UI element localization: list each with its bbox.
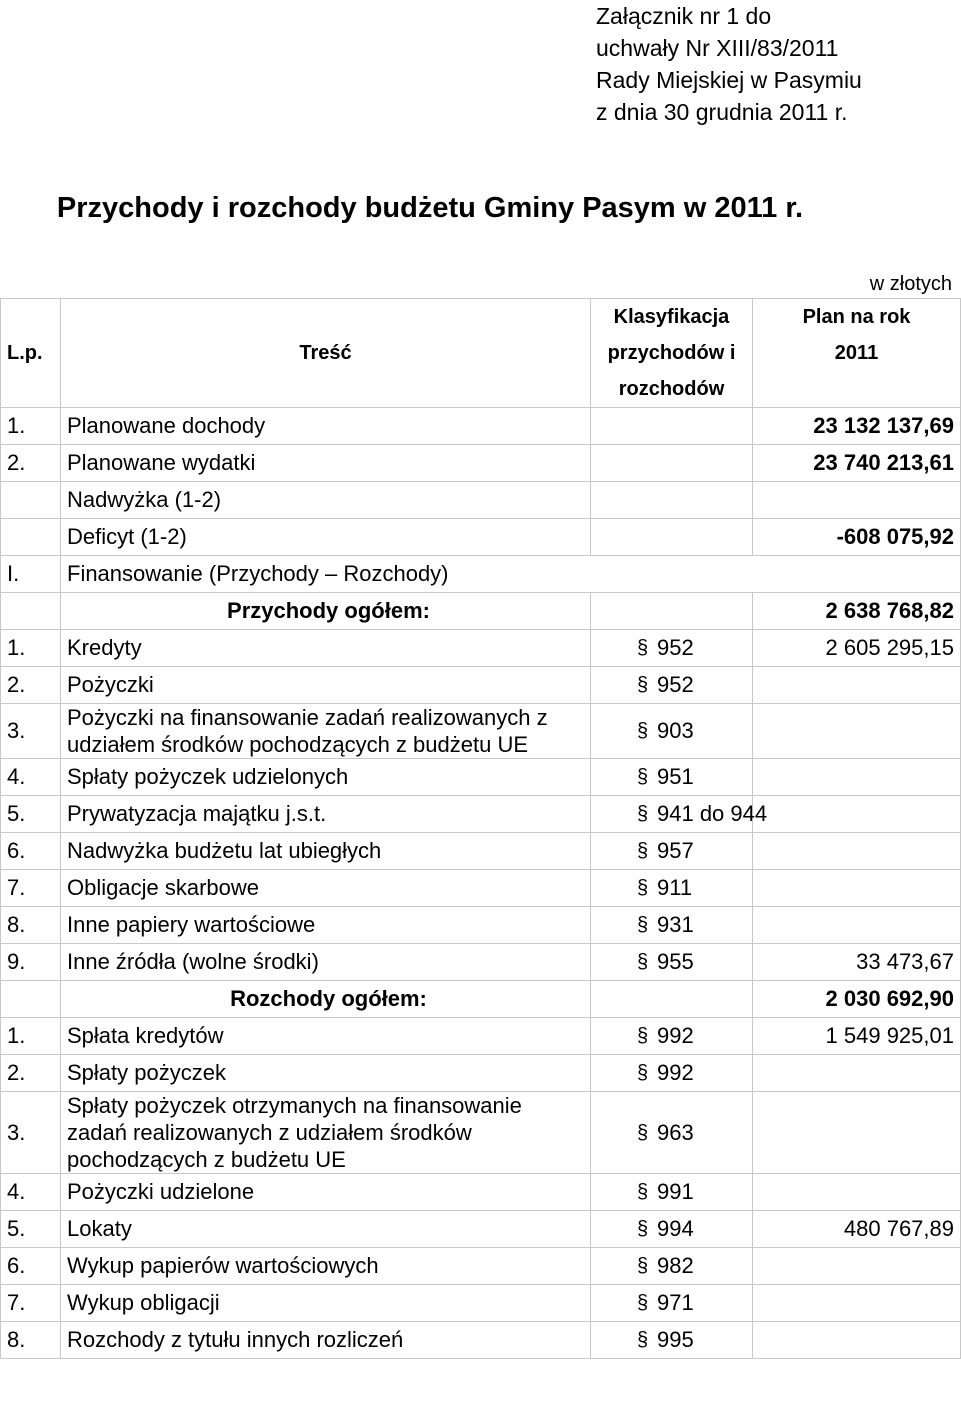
row-label: Pożyczki xyxy=(61,667,591,704)
attachment-line: uchwały Nr XIII/83/2011 xyxy=(596,35,839,61)
paragraph-mark-icon: § xyxy=(637,1292,649,1314)
paragraph-mark-icon: § xyxy=(637,1255,649,1277)
row-label: Prywatyzacja majątku j.s.t. xyxy=(61,796,591,833)
row-label: Wykup obligacji xyxy=(61,1285,591,1322)
paragraph-mark-icon: § xyxy=(637,1062,649,1084)
row-lp: 3. xyxy=(1,1092,61,1174)
paragraph-mark-icon: § xyxy=(637,1025,649,1047)
table-row xyxy=(1,796,961,833)
header-plan xyxy=(753,299,961,408)
row-label: Planowane dochody xyxy=(61,408,591,445)
row-value xyxy=(753,1055,961,1092)
row-code: 955 xyxy=(657,949,694,974)
row-lp: 1. xyxy=(1,408,61,445)
row-label: Wykup papierów wartościowych xyxy=(61,1248,591,1285)
row-label: Pożyczki udzielone xyxy=(61,1174,591,1211)
row-code-cell xyxy=(591,667,753,704)
row-value xyxy=(753,1092,961,1174)
row-label: Deficyt (1-2) xyxy=(61,519,591,556)
row-code-cell xyxy=(591,870,753,907)
row-lp: 3. xyxy=(1,704,61,759)
row-code: 951 xyxy=(657,764,694,789)
row-value xyxy=(753,667,961,704)
row-code-cell xyxy=(591,1211,753,1248)
paragraph-mark-icon: § xyxy=(637,877,649,899)
row-label: Obligacje skarbowe xyxy=(61,870,591,907)
table-row xyxy=(1,630,961,667)
row-label: Rozchody z tytułu innych rozliczeń xyxy=(61,1322,591,1359)
table-row xyxy=(1,1248,961,1285)
table-row xyxy=(1,1092,961,1174)
row-code-cell xyxy=(591,1018,753,1055)
row-label: Inne papiery wartościowe xyxy=(61,907,591,944)
table-row xyxy=(1,1055,961,1092)
row-lp: 8. xyxy=(1,1322,61,1359)
paragraph-mark-icon: § xyxy=(637,766,649,788)
header-klasyfikacja xyxy=(591,299,753,408)
row-code-cell xyxy=(591,1174,753,1211)
row-code: 957 xyxy=(657,838,694,863)
attachment-note xyxy=(596,0,862,128)
row-code xyxy=(591,593,753,630)
przychody-total-label: Przychody ogółem: xyxy=(61,593,591,630)
table-row xyxy=(1,870,961,907)
row-code: 991 xyxy=(657,1179,694,1204)
row-lp: 2. xyxy=(1,1055,61,1092)
row-code: 971 xyxy=(657,1290,694,1315)
row-code xyxy=(591,519,753,556)
row-label: Lokaty xyxy=(61,1211,591,1248)
row-value: 480 767,89 xyxy=(753,1211,961,1248)
row-code: 911 xyxy=(657,875,693,900)
table-row xyxy=(1,1018,961,1055)
total-row xyxy=(1,981,961,1018)
paragraph-mark-icon: § xyxy=(637,720,649,742)
row-lp: 5. xyxy=(1,796,61,833)
row-code xyxy=(591,981,753,1018)
row-label: Inne źródła (wolne środki) xyxy=(61,944,591,981)
row-value: -608 075,92 xyxy=(753,519,961,556)
table-row xyxy=(1,704,961,759)
attachment-line: Rady Miejskiej w Pasymiu xyxy=(596,67,862,93)
row-value xyxy=(753,759,961,796)
row-code: 982 xyxy=(657,1253,694,1278)
row-label: Planowane wydatki xyxy=(61,445,591,482)
row-lp: 7. xyxy=(1,870,61,907)
paragraph-mark-icon: § xyxy=(637,1218,649,1240)
paragraph-mark-icon: § xyxy=(637,1121,649,1144)
row-label: Spłaty pożyczek xyxy=(61,1055,591,1092)
header-klas-line: przychodów i xyxy=(607,342,736,364)
header-plan-line: 2011 xyxy=(834,342,879,364)
row-value xyxy=(753,1174,961,1211)
summary-row xyxy=(1,482,961,519)
row-lp xyxy=(1,482,61,519)
attachment-line: Załącznik nr 1 do xyxy=(596,3,772,29)
row-code-cell xyxy=(591,1055,753,1092)
row-value xyxy=(753,833,961,870)
row-value xyxy=(753,704,961,759)
row-lp: 1. xyxy=(1,1018,61,1055)
table-row xyxy=(1,944,961,981)
row-lp: 7. xyxy=(1,1285,61,1322)
row-label: Nadwyżka budżetu lat ubiegłych xyxy=(61,833,591,870)
summary-row xyxy=(1,445,961,482)
row-label: Spłaty pożyczek udzielonych xyxy=(61,759,591,796)
row-lp: 9. xyxy=(1,944,61,981)
row-value xyxy=(753,482,961,519)
row-label: Spłaty pożyczek otrzymanych na finansowanie zadań realizowanych z udziałem środków pochodzących z budżetu UE xyxy=(61,1092,591,1174)
row-code: 994 xyxy=(657,1216,694,1241)
paragraph-mark-icon: § xyxy=(637,951,649,973)
row-lp: 2. xyxy=(1,445,61,482)
header-row xyxy=(1,299,961,408)
paragraph-mark-icon: § xyxy=(637,637,649,659)
row-value xyxy=(753,1248,961,1285)
row-lp: 4. xyxy=(1,759,61,796)
przychody-total-value: 2 638 768,82 xyxy=(753,593,961,630)
header-klas-line: rozchodów xyxy=(618,378,725,400)
table-row xyxy=(1,1174,961,1211)
paragraph-mark-icon: § xyxy=(637,674,649,696)
row-label: Nadwyżka (1-2) xyxy=(61,482,591,519)
summary-row xyxy=(1,408,961,445)
row-code: 995 xyxy=(657,1327,694,1352)
row-lp: I. xyxy=(1,556,61,593)
row-code-cell xyxy=(591,1322,753,1359)
row-code: 952 xyxy=(657,672,694,697)
row-code-cell xyxy=(591,759,753,796)
row-lp xyxy=(1,593,61,630)
row-value xyxy=(753,1322,961,1359)
row-code xyxy=(591,445,753,482)
budget-table xyxy=(0,298,961,1359)
row-value: 23 132 137,69 xyxy=(753,408,961,445)
table-row xyxy=(1,1322,961,1359)
row-label: Pożyczki na finansowanie zadań realizowanych z udziałem środków pochodzących z budżetu UE xyxy=(61,704,591,759)
summary-row xyxy=(1,519,961,556)
row-code: 903 xyxy=(657,718,694,743)
row-lp: 8. xyxy=(1,907,61,944)
paragraph-mark-icon: § xyxy=(637,914,649,936)
row-lp: 6. xyxy=(1,833,61,870)
row-code: 941 do 944 xyxy=(657,801,768,826)
row-value xyxy=(753,870,961,907)
table-row xyxy=(1,907,961,944)
table-row xyxy=(1,759,961,796)
row-code: 963 xyxy=(657,1119,694,1145)
row-label: Spłata kredytów xyxy=(61,1018,591,1055)
row-lp: 6. xyxy=(1,1248,61,1285)
rozchody-total-label: Rozchody ogółem: xyxy=(61,981,591,1018)
document-title: Przychody i rozchody budżetu Gminy Pasym w 2011 r. xyxy=(56,192,804,224)
row-code-cell xyxy=(591,1092,753,1174)
row-code: 952 xyxy=(657,635,694,660)
row-code-cell xyxy=(591,1285,753,1322)
row-lp xyxy=(1,519,61,556)
paragraph-mark-icon: § xyxy=(637,1181,649,1203)
table-row xyxy=(1,1211,961,1248)
table-row xyxy=(1,667,961,704)
header-klas-line: Klasyfikacja xyxy=(613,306,730,328)
table-row xyxy=(1,1285,961,1322)
row-value: 1 549 925,01 xyxy=(753,1018,961,1055)
row-code-cell xyxy=(591,704,753,759)
row-value xyxy=(753,907,961,944)
row-code-cell xyxy=(591,796,768,833)
unit-label: w złotych xyxy=(869,273,952,295)
row-label: Finansowanie (Przychody – Rozchody) xyxy=(61,556,961,593)
header-plan-line: Plan na rok xyxy=(802,306,911,328)
total-row xyxy=(1,593,961,630)
rozchody-total-value: 2 030 692,90 xyxy=(753,981,961,1018)
section-row xyxy=(1,556,961,593)
row-code: 992 xyxy=(657,1023,694,1048)
attachment-line: z dnia 30 grudnia 2011 r. xyxy=(596,99,848,125)
row-code-cell xyxy=(591,944,753,981)
row-lp: 5. xyxy=(1,1211,61,1248)
row-value: 23 740 213,61 xyxy=(753,445,961,482)
paragraph-mark-icon: § xyxy=(637,803,649,825)
row-lp: 4. xyxy=(1,1174,61,1211)
row-value: 33 473,67 xyxy=(753,944,961,981)
paragraph-mark-icon: § xyxy=(637,1329,649,1351)
row-lp xyxy=(1,981,61,1018)
row-code-cell xyxy=(591,630,753,667)
row-label: Kredyty xyxy=(61,630,591,667)
row-code xyxy=(591,482,753,519)
row-code-cell xyxy=(591,833,753,870)
row-code-cell xyxy=(591,1248,753,1285)
row-code xyxy=(591,408,753,445)
row-code: 992 xyxy=(657,1060,694,1085)
table-row xyxy=(1,833,961,870)
row-lp: 1. xyxy=(1,630,61,667)
row-value: 2 605 295,15 xyxy=(753,630,961,667)
header-lp: L.p. xyxy=(1,299,61,408)
row-code-cell xyxy=(591,907,753,944)
header-tresc: Treść xyxy=(61,299,591,408)
row-value xyxy=(753,1285,961,1322)
row-lp: 2. xyxy=(1,667,61,704)
paragraph-mark-icon: § xyxy=(637,840,649,862)
row-code: 931 xyxy=(657,912,694,937)
row-value xyxy=(753,796,961,833)
